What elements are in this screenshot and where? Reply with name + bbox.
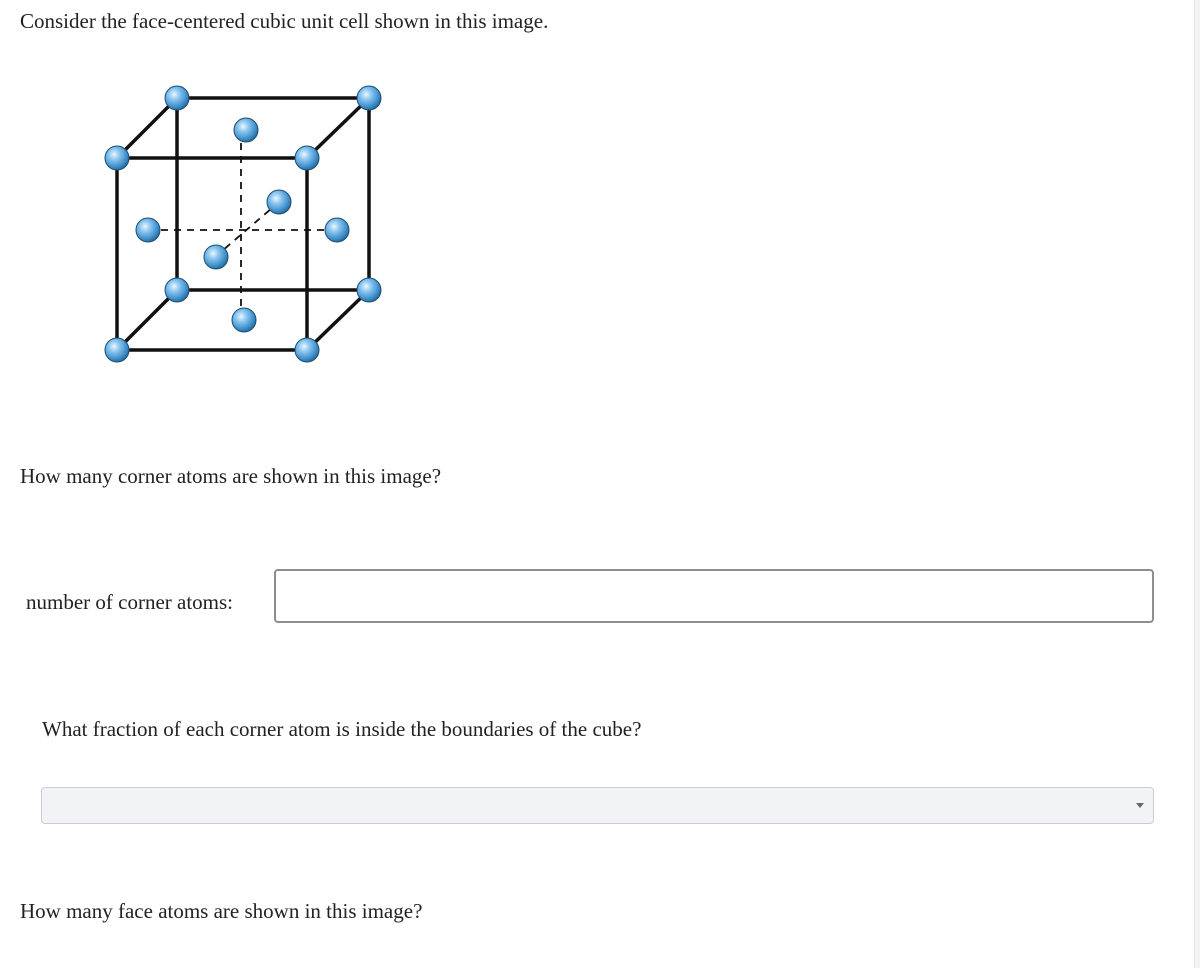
face-atom-front (204, 245, 228, 269)
fcc-unit-cell-figure (95, 75, 395, 375)
corner-atoms-field-label: number of corner atoms: (26, 590, 234, 614)
corner-fraction-dropdown[interactable] (41, 787, 1154, 824)
face-atom-bottom (232, 308, 256, 332)
corner-atom-back-top-left (165, 86, 189, 110)
question-face-atoms: How many face atoms are shown in this image? (20, 899, 423, 923)
page-right-edge (1194, 0, 1200, 968)
chevron-down-icon (1136, 803, 1144, 808)
fcc-unit-cell-diagram (95, 75, 395, 375)
face-atom-left (136, 218, 160, 242)
edge-bottom-left (117, 290, 177, 350)
edge-top-right (307, 98, 369, 158)
corner-atom-front-top-left (105, 146, 129, 170)
corner-atom-back-bottom-right (357, 278, 381, 302)
corner-atom-back-bottom-left (165, 278, 189, 302)
intro-text: Consider the face-centered cubic unit cell shown in this image. (20, 9, 549, 33)
face-atom-top (234, 118, 258, 142)
question-corner-atoms: How many corner atoms are shown in this image? (20, 464, 442, 488)
question-corner-fraction: What fraction of each corner atom is inside the boundaries of the cube? (42, 717, 642, 741)
face-atom-right (325, 218, 349, 242)
face-atom-back (267, 190, 291, 214)
corner-atom-front-bottom-left (105, 338, 129, 362)
corner-atom-front-top-right (295, 146, 319, 170)
corner-atom-front-bottom-right (295, 338, 319, 362)
edge-top-left (117, 98, 177, 158)
edge-bottom-right (307, 290, 369, 350)
corner-atoms-input[interactable] (274, 569, 1154, 623)
corner-atom-back-top-right (357, 86, 381, 110)
